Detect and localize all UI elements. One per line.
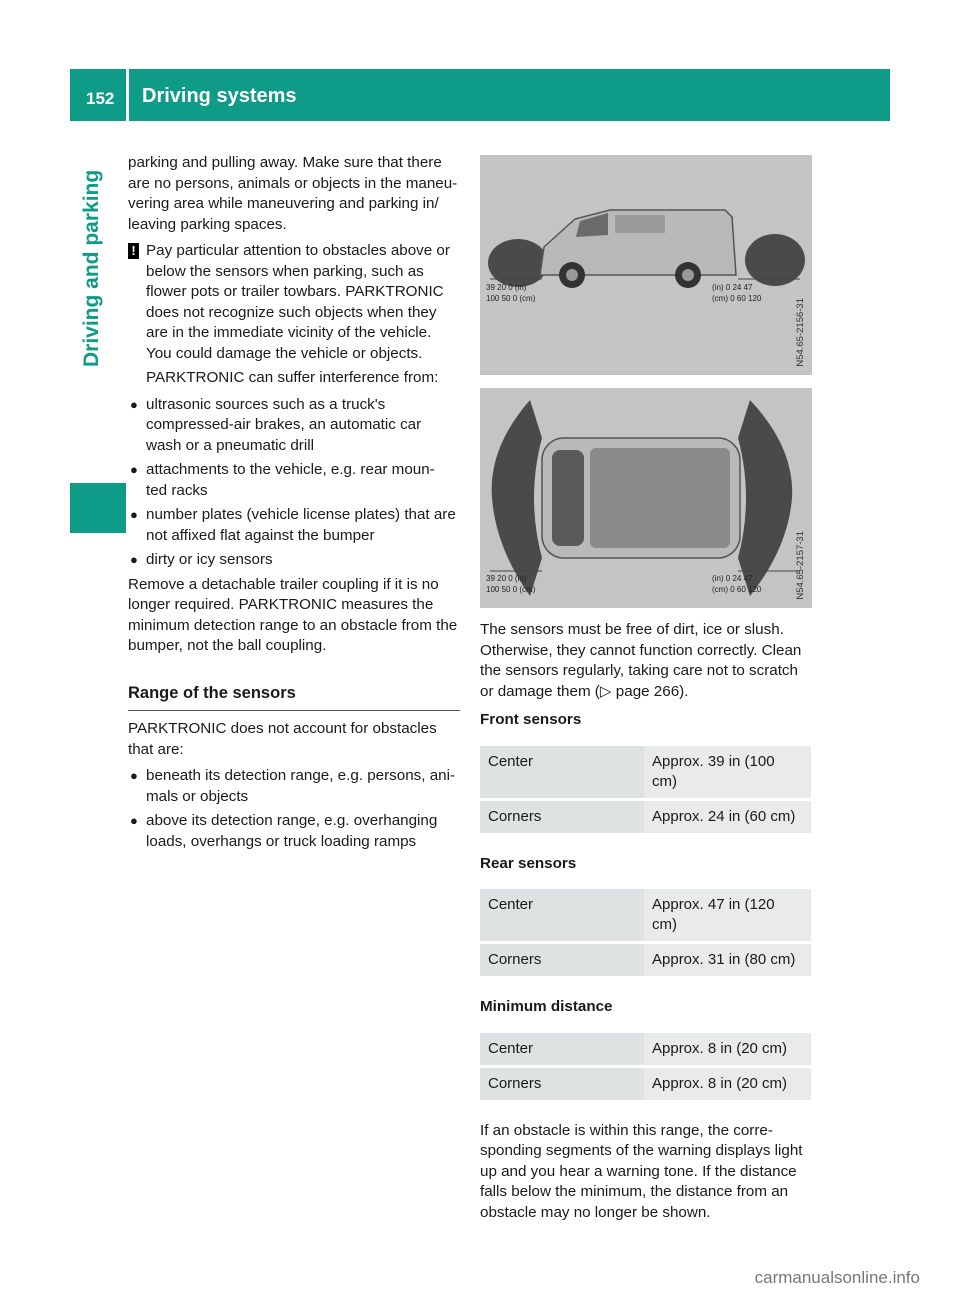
rear-sensors-title: Rear sensors (480, 854, 577, 872)
range-heading: Range of the sensors (128, 683, 460, 712)
minimum-distance-table (480, 1030, 811, 1103)
scale-front-cm: 100 50 0 (cm) (486, 294, 536, 303)
front-sensors-table (480, 743, 811, 836)
front-sensors-title: Front sensors (480, 711, 582, 728)
watermark: carmanualsonline.info (754, 1268, 920, 1287)
range-list (128, 766, 460, 852)
list-item: ● ultrasonic sources such as a truck's compressed-air brakes, an automatic car wash or a pneumatic drill (130, 395, 422, 454)
range-intro: PARKTRONIC does not account for obstacles that are: (128, 720, 437, 758)
sensor-range-top-view-figure (480, 388, 812, 608)
table-row: Center Approx. 47 in (120 cm) (480, 889, 811, 941)
list-item: ● dirty or icy sensors (128, 550, 460, 571)
page-header (70, 69, 890, 121)
interference-intro: PARKTRONIC can suffer interference from: (146, 369, 439, 386)
minimum-distance-title: Minimum distance (480, 998, 613, 1015)
van-top-view-illustration (480, 388, 812, 608)
list-item: ● attachments to the vehicle, e.g. rear moun- ted racks (130, 461, 435, 499)
bullet-icon: ● (130, 462, 138, 477)
side-tab (70, 121, 126, 1302)
figure-code: N54.65-2156-31 (795, 298, 806, 367)
bullet-icon: ● (130, 396, 138, 412)
page-ref-arrow-icon: ▷ (599, 682, 612, 700)
page-number: 152 (86, 89, 115, 108)
bullet-icon: ● (130, 507, 138, 522)
table-row: Corners Approx. 8 in (20 cm) (480, 1068, 811, 1100)
scale-rear-inches: (in) 0 24 47 (712, 574, 753, 583)
figure-code: N54.65-2157-31 (795, 531, 806, 600)
right-column (480, 620, 812, 1229)
scale-front-inches: 39 20 0 (in) (486, 574, 527, 583)
closing-paragraph: If an obstacle is within this range, the corre- sponding segments of the warning displays light up and you hear a warning tone. If the distance falls below the minimum, the distance from an obstacle may no longer be shown. (480, 1121, 803, 1221)
scale-rear-cm: (cm) 0 60 120 (712, 294, 762, 303)
side-tab-label: Driving and parking (80, 169, 103, 367)
list-item: ● number plates (vehicle license plates) that are not affixed flat against the bumper (130, 506, 456, 544)
rear-sensors-table (480, 886, 811, 979)
scale-front-cm: 100 50 0 (cm) (486, 585, 536, 594)
table-row: Center Approx. 39 in (100 cm) (480, 746, 811, 798)
intro-paragraph: parking and pulling away. Make sure that there are no persons, animals or objects in the maneu- vering area while maneuvering and parking in/ leaving parking spaces. (128, 154, 458, 233)
bullet-icon: ● (130, 768, 138, 783)
left-column (128, 153, 460, 856)
table-row: Corners Approx. 31 in (80 cm) (480, 944, 811, 976)
warning-icon: ! (128, 243, 139, 259)
trailer-paragraph: Remove a detachable trailer coupling if it is no longer required. PARKTRONIC measures the minimum detection range to an obstacle from the bumper, not the ball coupling. (128, 575, 458, 654)
warning-block (128, 241, 460, 364)
van-side-view-illustration (480, 155, 812, 375)
cleaning-paragraph: The sensors must be free of dirt, ice or slush. Otherwise, they cannot function correctly. Clean the sensors regularly, taking care not to scratch or damage them (▷ page 266). (480, 621, 802, 700)
list-item: ● beneath its detection range, e.g. persons, ani- mals or objects (130, 767, 456, 805)
bullet-icon: ● (130, 552, 138, 567)
interference-list (128, 395, 460, 571)
list-item: ● above its detection range, e.g. overhanging loads, overhangs or truck loading ramps (130, 812, 438, 850)
bullet-icon: ● (130, 813, 138, 828)
page-ref-link[interactable]: page 266). (615, 682, 689, 700)
table-row: Corners Approx. 24 in (60 cm) (480, 801, 811, 833)
section-title: Driving systems (142, 85, 297, 107)
header-divider (126, 69, 129, 121)
warning-text: Pay particular attention to obstacles above or below the sensors when parking, such as flower pots or trailer towbars. PARKTRONIC does not recognize such objects when they are in the immediate vicinity of the vehicle. You could damage the vehicle or objects. (146, 242, 450, 362)
sensor-range-side-view-figure (480, 155, 812, 375)
scale-front-inches: 39 20 0 (in) (486, 283, 527, 292)
scale-rear-cm: (cm) 0 60 120 (712, 585, 762, 594)
scale-rear-inches: (in) 0 24 47 (712, 283, 753, 292)
table-row: Center Approx. 8 in (20 cm) (480, 1033, 811, 1065)
side-tab-marker (70, 483, 126, 533)
